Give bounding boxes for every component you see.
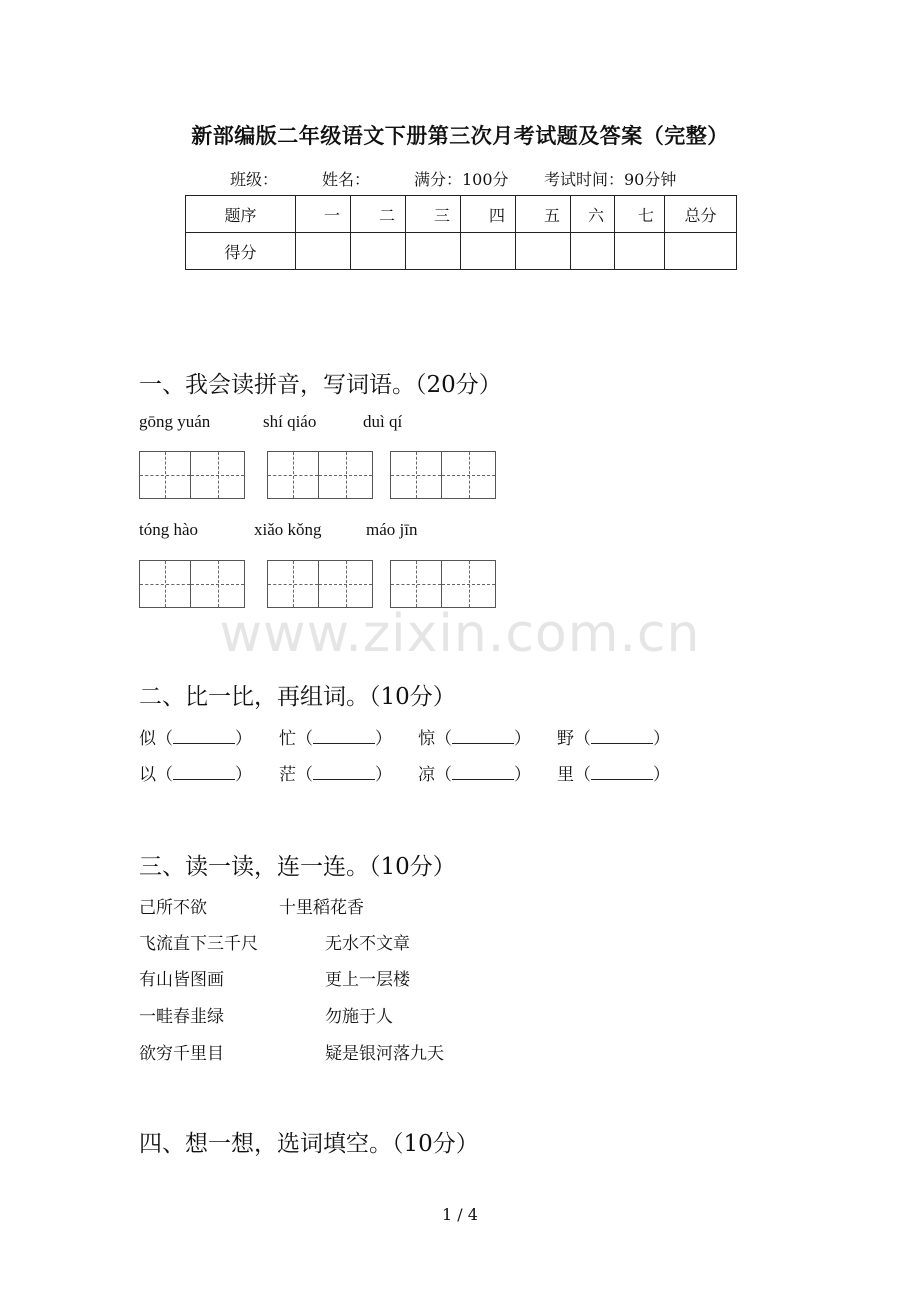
answer-blank[interactable] (173, 765, 235, 780)
writing-grid-3[interactable] (390, 451, 496, 499)
tianzige-cell[interactable] (442, 560, 496, 608)
name-label: 姓名： (322, 170, 371, 189)
compare-item (139, 724, 252, 749)
open-paren: （ (156, 729, 173, 749)
poem-left-2[interactable]: 飞流直下三千尺 (139, 934, 258, 954)
tianzige-cell[interactable] (139, 451, 191, 499)
close-paren: ） (653, 729, 670, 749)
section4-title: 四、想一想，选词填空。（10分） (139, 1131, 479, 1157)
writing-grid-5[interactable] (267, 560, 373, 608)
score-cell[interactable] (351, 233, 406, 270)
answer-blank[interactable] (173, 729, 235, 744)
score-cell[interactable] (615, 233, 665, 270)
close-paren: ） (375, 729, 392, 749)
page-title: 新部编版二年级语文下册第三次月考试题及答案（完整） (191, 123, 729, 148)
answer-blank[interactable] (313, 729, 375, 744)
compare-char: 凉 (418, 765, 435, 785)
compare-char: 以 (139, 765, 156, 785)
score-cell[interactable] (461, 233, 516, 270)
tianzige-cell[interactable] (390, 451, 442, 499)
compare-char: 惊 (418, 729, 435, 749)
section1-title: 一、我会读拼音，写词语。（20分） (139, 372, 502, 398)
score-col-4: 四 (461, 196, 516, 233)
close-paren: ） (235, 765, 252, 785)
poem-right-3[interactable]: 更上一层楼 (325, 970, 410, 990)
score-col-1: 一 (296, 196, 351, 233)
tianzige-cell[interactable] (442, 451, 496, 499)
compare-item (418, 724, 531, 749)
score-table (185, 195, 737, 270)
pinyin-1: gōng yuán (139, 412, 211, 431)
poem-right-1[interactable]: 十里稻花香 (279, 898, 364, 918)
score-col-3: 三 (406, 196, 461, 233)
poem-left-3[interactable]: 有山皆图画 (139, 970, 224, 990)
open-paren: （ (296, 729, 313, 749)
compare-char: 忙 (279, 729, 296, 749)
score-cell[interactable] (296, 233, 351, 270)
score-cell[interactable] (571, 233, 615, 270)
poem-right-4[interactable]: 勿施于人 (325, 1007, 393, 1027)
compare-char: 野 (557, 729, 574, 749)
answer-blank[interactable] (313, 765, 375, 780)
compare-item (279, 724, 392, 749)
tianzige-cell[interactable] (139, 560, 191, 608)
poem-left-4[interactable]: 一畦春韭绿 (139, 1007, 224, 1027)
tianzige-cell[interactable] (267, 451, 319, 499)
score-col-7: 七 (615, 196, 665, 233)
tianzige-cell[interactable] (191, 451, 245, 499)
close-paren: ） (375, 765, 392, 785)
score-row-label: 得分 (186, 233, 296, 270)
score-col-2: 二 (351, 196, 406, 233)
poem-right-5[interactable]: 疑是银河落九天 (325, 1044, 444, 1064)
open-paren: （ (574, 729, 591, 749)
poem-left-1[interactable]: 己所不欲 (139, 898, 207, 918)
score-cell[interactable] (516, 233, 571, 270)
score-table-header-row (186, 196, 737, 233)
open-paren: （ (296, 765, 313, 785)
compare-char: 似 (139, 729, 156, 749)
score-cell[interactable] (665, 233, 737, 270)
open-paren: （ (156, 765, 173, 785)
pinyin-4: tóng hào (139, 520, 199, 539)
open-paren: （ (435, 729, 452, 749)
answer-blank[interactable] (452, 765, 514, 780)
close-paren: ） (514, 765, 531, 785)
full-score: 满分：100分 (414, 170, 509, 189)
close-paren: ） (235, 729, 252, 749)
tianzige-cell[interactable] (319, 451, 373, 499)
score-header-label: 题序 (186, 196, 296, 233)
open-paren: （ (574, 765, 591, 785)
pinyin-3: duì qí (363, 412, 403, 431)
compare-item (139, 760, 252, 785)
pinyin-6: máo jīn (366, 520, 418, 539)
compare-item (418, 760, 531, 785)
page-number: 1 / 4 (442, 1205, 478, 1224)
answer-blank[interactable] (591, 765, 653, 780)
tianzige-cell[interactable] (390, 560, 442, 608)
score-cell[interactable] (406, 233, 461, 270)
pinyin-2: shí qiáo (263, 412, 317, 431)
answer-blank[interactable] (452, 729, 514, 744)
writing-grid-6[interactable] (390, 560, 496, 608)
compare-char: 里 (557, 765, 574, 785)
class-label: 班级： (230, 170, 279, 189)
score-table-score-row (186, 233, 737, 270)
pinyin-5: xiǎo kǒng (254, 520, 322, 539)
open-paren: （ (435, 765, 452, 785)
compare-char: 茫 (279, 765, 296, 785)
watermark: www.zixin.com.cn (219, 604, 701, 664)
tianzige-cell[interactable] (191, 560, 245, 608)
writing-grid-4[interactable] (139, 560, 245, 608)
section3-title: 三、读一读，连一连。（10分） (139, 854, 456, 880)
compare-item (557, 760, 670, 785)
exam-time: 考试时间：90分钟 (544, 170, 677, 189)
compare-item (557, 724, 670, 749)
tianzige-cell[interactable] (267, 560, 319, 608)
poem-left-5[interactable]: 欲穷千里目 (139, 1044, 224, 1064)
poem-right-2[interactable]: 无水不文章 (325, 934, 410, 954)
writing-grid-2[interactable] (267, 451, 373, 499)
answer-blank[interactable] (591, 729, 653, 744)
close-paren: ） (653, 765, 670, 785)
tianzige-cell[interactable] (319, 560, 373, 608)
section2-title: 二、比一比，再组词。（10分） (139, 684, 456, 710)
score-col-total: 总分 (665, 196, 737, 233)
compare-item (279, 760, 392, 785)
close-paren: ） (514, 729, 531, 749)
score-col-5: 五 (516, 196, 571, 233)
writing-grid-1[interactable] (139, 451, 245, 499)
score-col-6: 六 (571, 196, 615, 233)
